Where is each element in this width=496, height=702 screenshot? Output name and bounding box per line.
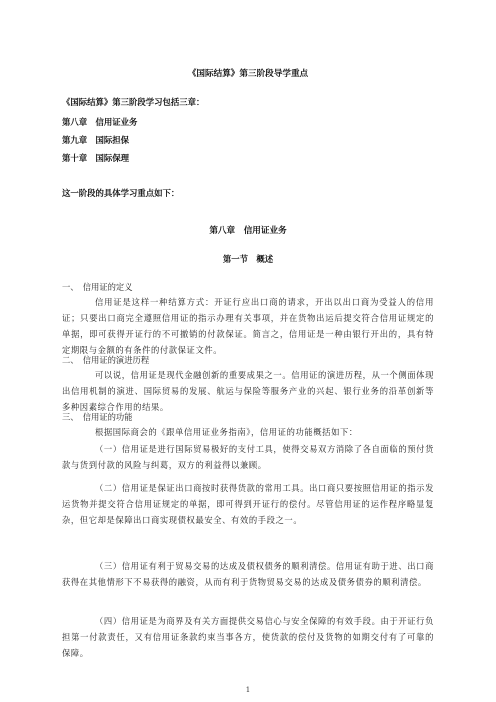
heading-evolution: 二、 信用证的演进历程 bbox=[62, 355, 150, 365]
lead-line: 这一阶段的具体学习重点如下： bbox=[62, 188, 180, 198]
heading-definition: 一、 信用证的定义 bbox=[62, 282, 133, 292]
chapter-list-item-8: 第八章 信用证业务 bbox=[62, 117, 138, 127]
paragraph-functions-intro: 根据国际商会的《跟单信用证业务指南》，信用证的功能概括如下： bbox=[95, 427, 358, 437]
chapter-list-item-9: 第九章 国际担保 bbox=[62, 135, 129, 145]
heading-functions: 三、 信用证的功能 bbox=[62, 412, 133, 422]
document-title: 《国际结算》第三阶段导学重点 bbox=[187, 69, 309, 79]
paragraph-evolution: 可以说，信用证是现代金融创新的重要成果之一。信用证的演进历程，从一个侧面体现出信用机制的演进、国际贸易的发展、航运与保险等服务产业的兴起、银行业务的沿革创新等多种因素综合作用的结果。 bbox=[62, 370, 434, 412]
chapter-list-item-10: 第十章 国际保理 bbox=[62, 153, 129, 163]
paragraph-function-1: （一）信用证是进行国际贸易极好的支付工具，使得交易双方消除了各自面临的预付货款与货到付款的风险与纠葛，双方的利益得以兼顾。 bbox=[62, 444, 434, 470]
paragraph-function-2: （二）信用证是保证出口商按时获得货款的常用工具。出口商只要按照信用证的指示发运货物并提交符合信用证规定的单据，即可得到开证行的偿付。尽管信用证的运作程序略显复杂，但它却是保障出口商实现债权最安全、有效的手段之一。 bbox=[62, 483, 434, 525]
paragraph-function-3: （三）信用证有利于贸易交易的达成及债权债务的顺利清偿。信用证有助于进、出口商获得在其他情形下不易获得的融资，从而有利于货物贸易交易的达成及债务债券的顺利清偿。 bbox=[62, 561, 434, 587]
section-heading: 第一节 概述 bbox=[222, 254, 274, 264]
chapter-heading: 第八章 信用证业务 bbox=[209, 226, 287, 236]
intro-line: 《国际结算》第三阶段学习包括三章： bbox=[62, 97, 205, 107]
page-number: 1 bbox=[245, 686, 251, 694]
paragraph-function-4: （四）信用证是为商界及有关方面提供交易信心与安全保障的有效手段。由于开证行负担第一付款责任，又有信用证条款约束当事各方，使货款的偿付及货物的如期交付有了可靠的保障。 bbox=[62, 616, 434, 658]
paragraph-definition: 信用证是这样一种结算方式：开证行应出口商的请求，开出以出口商为受益人的信用证；只要出口商完全遵照信用证的指示办理有关事项，并在货物出运后提交符合信用证规定的单据，即可获得开证行的不可撤销的付款保证。简言之，信用证是一种由银行开出的，具有特定期限与金额的有条件的付款保证文件。 bbox=[62, 297, 434, 355]
